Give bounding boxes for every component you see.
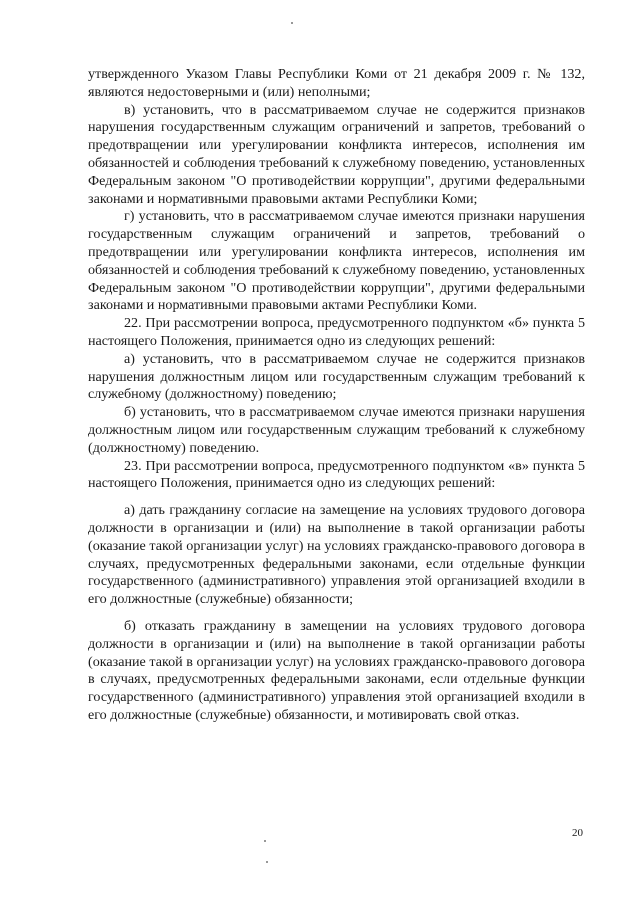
scan-speck [264, 840, 266, 842]
scan-speck [291, 22, 293, 24]
paragraph-item-v: в) установить, что в рассматриваемом случае не содержится признаков нарушения государственным служащим ограничений и запретов, требований о предотвращении или урегулировании конфликта интересов, исполнения им обязанностей и соблюдения требований к служебному поведению, установленных Федеральным законом "О противодействии коррупции", другими федеральными законами и нормативными правовыми актами Республики Коми; [88, 101, 585, 207]
paragraph-clause-23-b: б) отказать гражданину в замещении на условиях трудового договора должности в организации и (или) на выполнение в такой организации работы (оказание такой в организации услуг) на условиях гражданско-правового договора в случаях, предусмотренных федеральными законами, если отдельные функции государственного (административного) управления этой организацией входили в его должностные (служебные) обязанности, и мотивировать свой отказ. [88, 617, 585, 723]
paragraph-continuation: утвержденного Указом Главы Республики Коми от 21 декабря 2009 г. № 132, являются недостоверными и (или) неполными; [88, 66, 585, 100]
page-number: 20 [572, 827, 583, 839]
paragraph-clause-22-a: а) установить, что в рассматриваемом случае не содержится признаков нарушения должностным лицом или государственным служащим требований к служебному (должностному) поведению; [88, 350, 585, 403]
paragraph-clause-23-a: а) дать гражданину согласие на замещение на условиях трудового договора должности в организации и (или) на выполнение в такой организации работы (оказание такой организации услуг) на условиях гражданско-правового договора в случаях, предусмотренных федеральными законами, если отдельные функции государственного (административного) управления этой организацией входили в его должностные (служебные) обязанности; [88, 502, 585, 608]
paragraph-clause-23: 23. При рассмотрении вопроса, предусмотренного подпунктом «в» пункта 5 настоящего Положения, принимается одно из следующих решений: [88, 457, 585, 492]
paragraph-clause-22: 22. При рассмотрении вопроса, предусмотренного подпунктом «б» пункта 5 настоящего Положения, принимается одно из следующих решений: [88, 315, 585, 349]
paragraph-clause-22-b: б) установить, что в рассматриваемом случае имеются признаки нарушения должностным лицом или государственным служащим требований к служебному (должностному) поведению. [88, 404, 585, 456]
document-body [88, 66, 585, 725]
scan-speck [266, 861, 268, 863]
paragraph-item-g: г) установить, что в рассматриваемом случае имеются признаки нарушения государственным служащим ограничений и запретов, требований о предотвращении или урегулировании конфликта интересов, исполнения им обязанностей и соблюдения требований к служебному поведению, установленных Федеральным законом "О противодействии коррупции", другими федеральными законами и нормативными правовыми актами Республики Коми. [88, 208, 585, 314]
